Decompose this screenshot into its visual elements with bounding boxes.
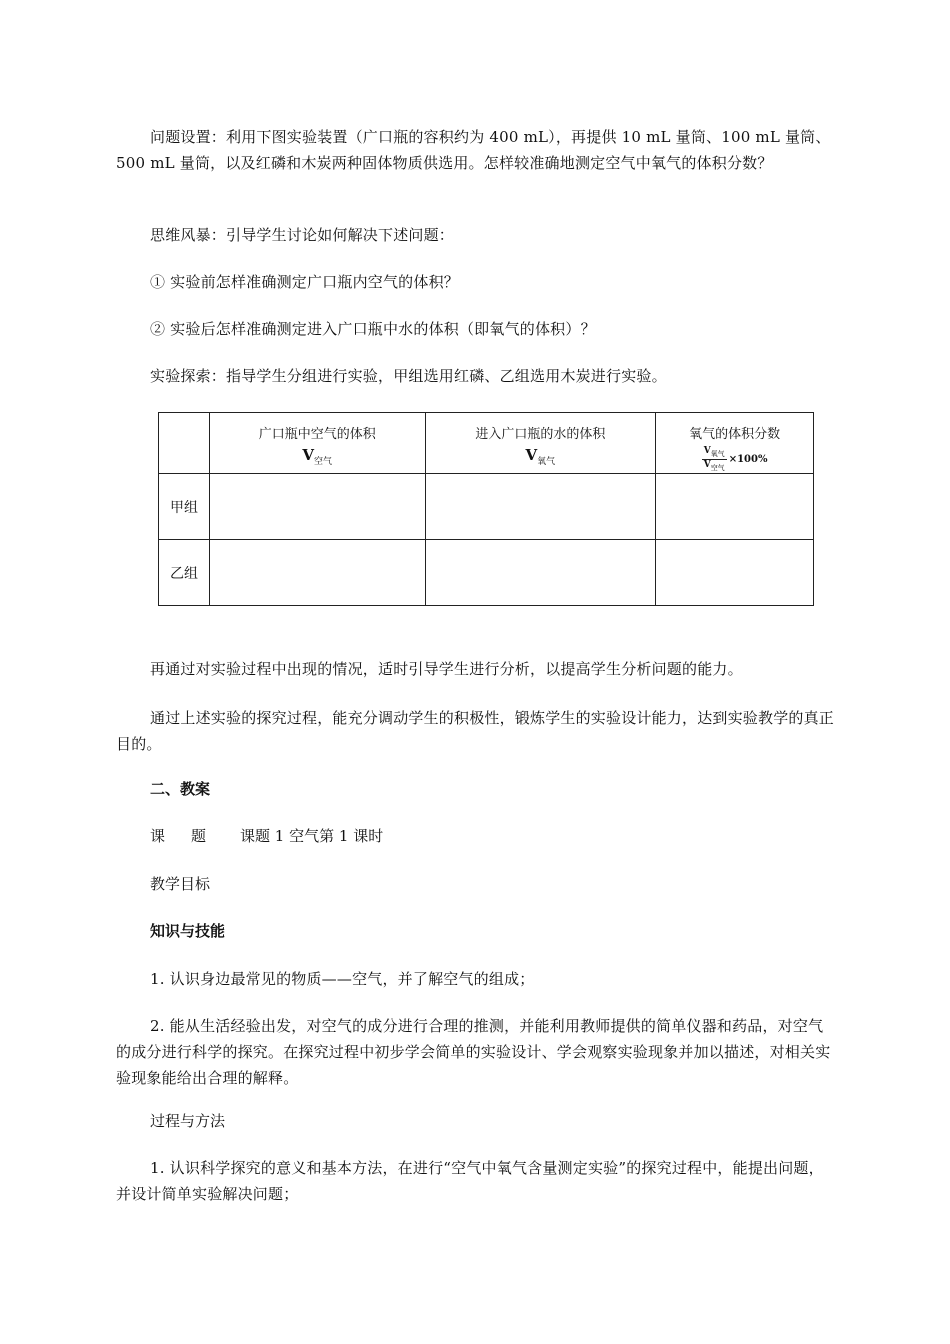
header-water-volume-label: 进入广口瓶的水的体积 [475,427,606,442]
lesson-value: 课题 1 空气第 1 课时 [240,827,384,845]
air-volume-symbol: $V_{空气}$ [302,446,333,467]
explore-paragraph: 实验探索：指导学生分组进行实验，甲组选用红磷、乙组选用木炭进行实验。 [150,367,667,385]
lesson-label-char-1: 课 [150,827,166,845]
cell-empty [209,474,425,540]
process-methods-title: 过程与方法 [150,1112,226,1130]
analyze-paragraph: 再通过对实验过程中出现的情况，适时引导学生进行分析，以提高学生分析问题的能力。 [150,660,743,678]
header-air-volume-label: 广口瓶中空气的体积 [258,427,376,442]
brainstorm-paragraph: 思维风暴：引导学生讨论如何解决下述问题： [150,226,455,244]
experiment-table [158,412,814,606]
cell-empty [209,540,425,606]
cell-empty [425,540,656,606]
section-title: 二、教案 [150,780,211,798]
teaching-goals-label: 教学目标 [150,875,211,893]
header-water-volume [425,413,656,474]
cell-empty [656,540,814,606]
table-header-row [159,413,814,474]
knowledge-item-1: 1. 认识身边最常见的物质——空气，并了解空气的组成； [150,970,535,988]
table-corner-cell [159,413,210,474]
cell-empty [656,474,814,540]
cell-empty [425,474,656,540]
header-oxygen-fraction-label: 氧气的体积分数 [689,427,781,442]
oxygen-volume-symbol: $V_{氧气}$ [525,446,556,467]
lesson-topic-line [150,823,383,849]
process-item-1: 1. 认识科学探究的意义和基本方法，在进行“空气中氧气含量测定实验”的探究过程中，能提出问题，并设计简单实验解决问题； [116,1159,824,1203]
lesson-label-char-2: 题 [191,827,207,845]
purpose-paragraph: 通过上述实验的探究过程，能充分调动学生的积极性，锻炼学生的实验设计能力，达到实验教学的真正目的。 [116,709,835,753]
row-label-group-a: 甲组 [159,474,210,540]
knowledge-skills-title: 知识与技能 [150,922,226,940]
header-air-volume [209,413,425,474]
question-paragraph: 问题设置：利用下图实验装置（广口瓶的容积约为 400 mL），再提供 10 mL 量筒、100 mL 量筒、500 mL 量筒，以及红磷和木炭两种固体物质供选用。怎样较准确地测定空气中氧气的体积分数？ [116,128,831,172]
oxygen-fraction-formula: $\frac{V_{氧气}}{V_{空气}}$ ×100% [703,446,768,472]
knowledge-item-2: 2. 能从生活经验出发，对空气的成分进行合理的推测，并能利用教师提供的简单仪器和药品，对空气的成分进行科学的探究。在探究过程中初步学会简单的实验设计、学会观察实验现象并加以描述，对相关实验现象能给出合理的解释。 [116,1017,831,1087]
header-oxygen-fraction [656,413,814,474]
row-label-group-b: 乙组 [159,540,210,606]
question-item-1: ① 实验前怎样准确测定广口瓶内空气的体积？ [150,273,459,291]
table-row [159,540,814,606]
table-row [159,474,814,540]
question-item-2: ② 实验后怎样准确测定进入广口瓶中水的体积（即氧气的体积）？ [150,320,596,338]
